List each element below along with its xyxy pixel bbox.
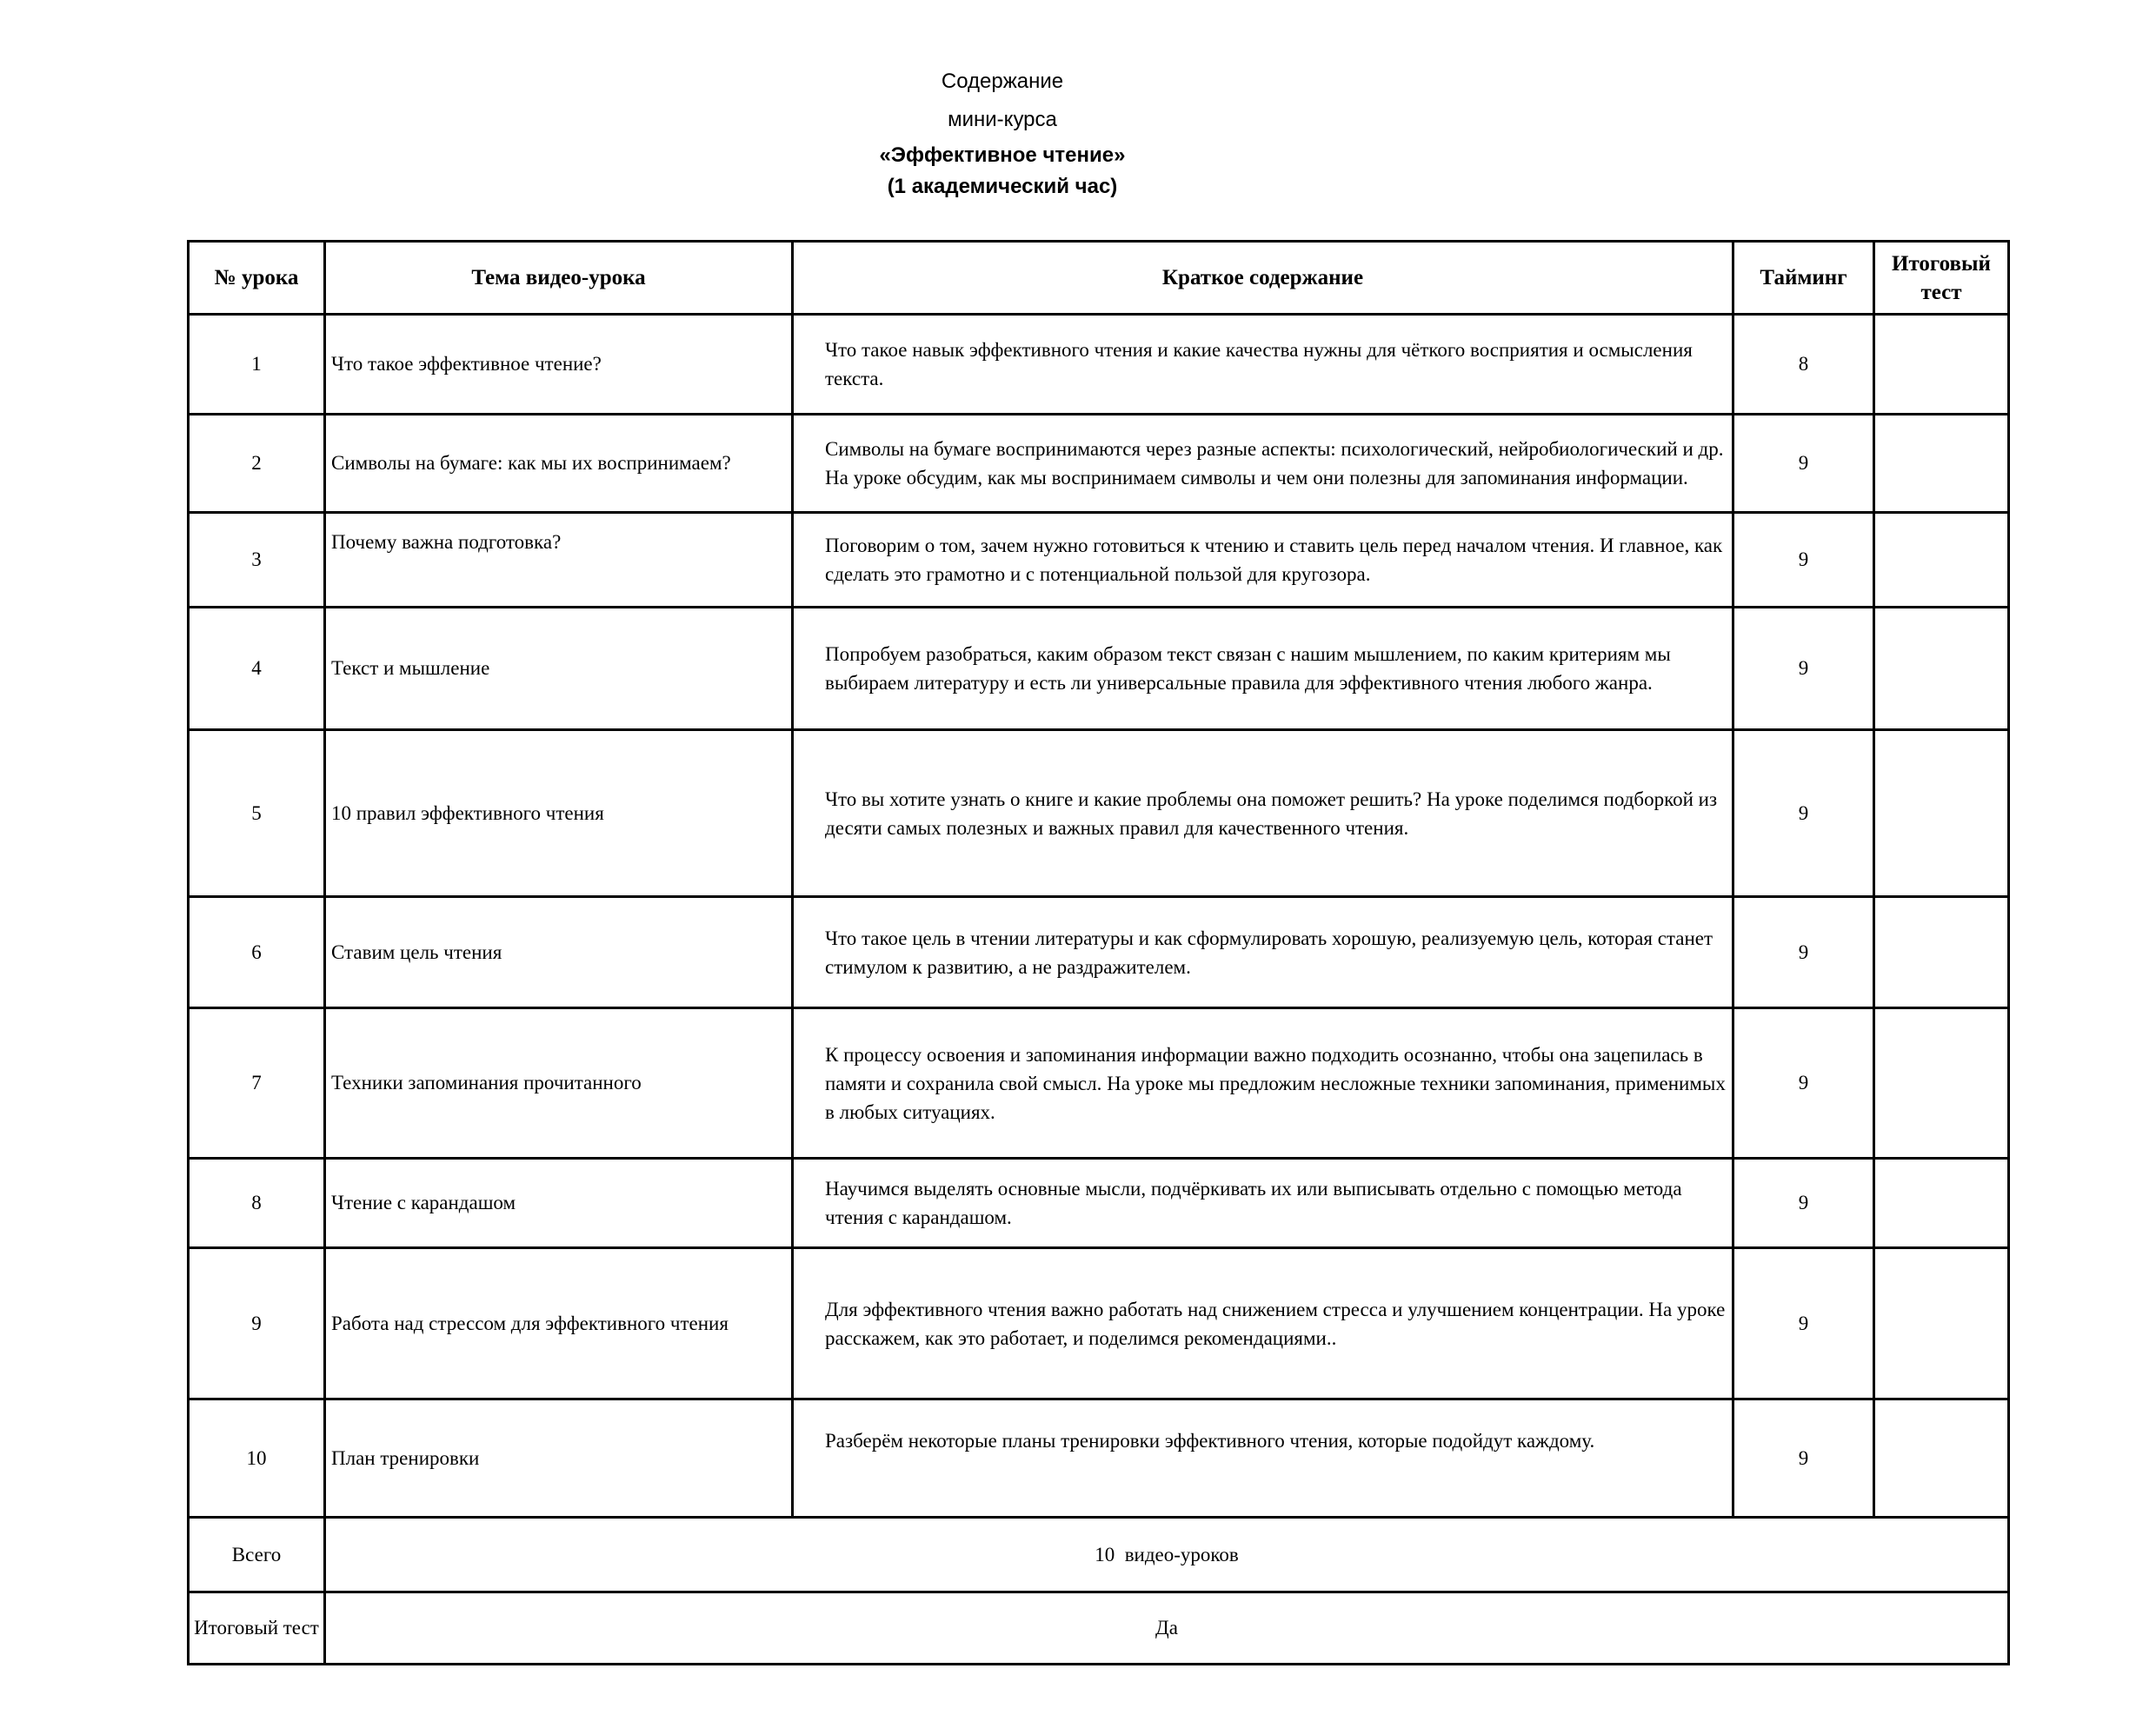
lesson-summary: Для эффективного чтения важно работать над снижением стресса и улучшением концентрации. На уроке расскажем, как это работает, и поделимся рекомендациями.. xyxy=(793,1248,1733,1399)
course-title: «Эффективное чтение» xyxy=(879,143,1126,167)
lesson-topic: Ставим цель чтения xyxy=(325,897,793,1008)
final-test-label: Итоговый тест xyxy=(189,1592,325,1665)
lesson-summary: Что вы хотите узнать о книге и какие проблемы она поможет решить? На уроке поделимся подборкой из десяти самых полезных и важных правил для качественного чтения. xyxy=(793,730,1733,897)
column-header-topic: Тема видео-урока xyxy=(325,242,793,315)
lesson-topic: 10 правил эффективного чтения xyxy=(325,730,793,897)
lesson-timing: 9 xyxy=(1733,1248,1874,1399)
lesson-summary: Попробуем разобраться, каким образом текст связан с нашим мышлением, по каким критериям мы выбираем литературу и есть ли универсальные правила для эффективного чтения любого жанра. xyxy=(793,608,1733,730)
lesson-summary: Что такое навык эффективного чтения и какие качества нужны для чёткого восприятия и осмысления текста. xyxy=(793,315,1733,415)
header-line-2: мини-курса xyxy=(948,108,1057,131)
lesson-topic: Техники запоминания прочитанного xyxy=(325,1008,793,1159)
course-contents-table xyxy=(187,240,2010,1665)
table-row xyxy=(189,897,2009,1008)
lesson-final-test xyxy=(1874,415,2009,513)
lesson-topic: Текст и мышление xyxy=(325,608,793,730)
table-row xyxy=(189,608,2009,730)
lesson-summary: Поговорим о том, зачем нужно готовиться к чтению и ставить цель перед началом чтения. И главное, как сделать это грамотно и с потенциальной пользой для кругозора. xyxy=(793,513,1733,608)
table-header-row xyxy=(189,242,2009,315)
lesson-final-test xyxy=(1874,608,2009,730)
final-test-value: Да xyxy=(325,1592,2009,1665)
lesson-summary: Что такое цель в чтении литературы и как сформулировать хорошую, реализуемую цель, которая станет стимулом к развитию, а не раздражителем. xyxy=(793,897,1733,1008)
lesson-num: 7 xyxy=(189,1008,325,1159)
total-row xyxy=(189,1518,2009,1592)
table-row xyxy=(189,1248,2009,1399)
total-value: 10 видео-уроков xyxy=(325,1518,2009,1592)
lesson-final-test xyxy=(1874,1008,2009,1159)
lesson-final-test xyxy=(1874,1399,2009,1518)
lesson-topic: Почему важна подготовка? xyxy=(325,513,793,608)
lesson-num: 6 xyxy=(189,897,325,1008)
lesson-timing: 9 xyxy=(1733,513,1874,608)
column-header-final-test: Итоговый тест xyxy=(1874,242,2009,315)
lesson-num: 2 xyxy=(189,415,325,513)
lesson-topic: Символы на бумаге: как мы их воспринимаем? xyxy=(325,415,793,513)
lesson-summary: Научимся выделять основные мысли, подчёркивать их или выписывать отдельно с помощью метода чтения с карандашом. xyxy=(793,1159,1733,1248)
total-label: Всего xyxy=(189,1518,325,1592)
lesson-topic: План тренировки xyxy=(325,1399,793,1518)
lesson-timing: 9 xyxy=(1733,1008,1874,1159)
lesson-final-test xyxy=(1874,1248,2009,1399)
course-duration: (1 академический час) xyxy=(887,175,1118,198)
lesson-final-test xyxy=(1874,315,2009,415)
lesson-num: 3 xyxy=(189,513,325,608)
document-header xyxy=(0,63,2005,203)
column-header-summary: Краткое содержание xyxy=(793,242,1733,315)
lesson-final-test xyxy=(1874,897,2009,1008)
lesson-timing: 9 xyxy=(1733,1399,1874,1518)
lesson-num: 8 xyxy=(189,1159,325,1248)
lesson-timing: 9 xyxy=(1733,415,1874,513)
lesson-timing: 9 xyxy=(1733,897,1874,1008)
lesson-num: 10 xyxy=(189,1399,325,1518)
lesson-num: 1 xyxy=(189,315,325,415)
column-header-num: № урока xyxy=(189,242,325,315)
lesson-num: 5 xyxy=(189,730,325,897)
table-row xyxy=(189,1008,2009,1159)
lesson-final-test xyxy=(1874,730,2009,897)
lesson-timing: 9 xyxy=(1733,730,1874,897)
lesson-summary: К процессу освоения и запоминания информации важно подходить осознанно, чтобы она зацепилась в памяти и сохранила свой смысл. На уроке мы предложим несложные техники запоминания, применимых в любых ситуациях. xyxy=(793,1008,1733,1159)
lesson-topic: Что такое эффективное чтение? xyxy=(325,315,793,415)
lesson-num: 9 xyxy=(189,1248,325,1399)
lesson-timing: 8 xyxy=(1733,315,1874,415)
table-row xyxy=(189,730,2009,897)
lesson-topic: Чтение с карандашом xyxy=(325,1159,793,1248)
table-row xyxy=(189,415,2009,513)
column-header-timing: Тайминг xyxy=(1733,242,1874,315)
lesson-timing: 9 xyxy=(1733,1159,1874,1248)
table-row xyxy=(189,1399,2009,1518)
final-test-row xyxy=(189,1592,2009,1665)
table-row xyxy=(189,513,2009,608)
lesson-num: 4 xyxy=(189,608,325,730)
header-line-1: Содержание xyxy=(941,70,1064,93)
table-row xyxy=(189,1159,2009,1248)
lesson-summary: Символы на бумаге воспринимаются через разные аспекты: психологический, нейробиологический и др. На уроке обсудим, как мы воспринимаем символы и чем они полезны для запоминания информации. xyxy=(793,415,1733,513)
lesson-summary: Разберём некоторые планы тренировки эффективного чтения, которые подойдут каждому. xyxy=(793,1399,1733,1518)
lesson-topic: Работа над стрессом для эффективного чтения xyxy=(325,1248,793,1399)
lesson-timing: 9 xyxy=(1733,608,1874,730)
table-row xyxy=(189,315,2009,415)
lesson-final-test xyxy=(1874,1159,2009,1248)
lesson-final-test xyxy=(1874,513,2009,608)
